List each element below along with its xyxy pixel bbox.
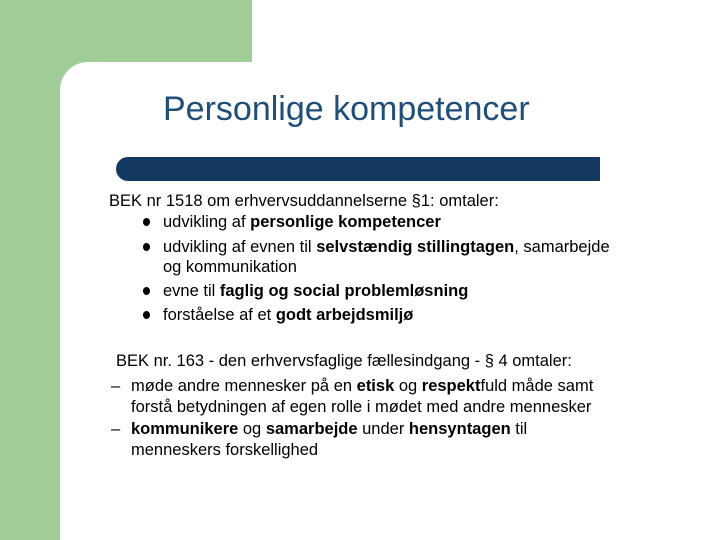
bullet-dot-icon [143, 287, 150, 295]
bullet-item-4: forståelse af et godt arbejdsmiljø [163, 306, 414, 324]
bullet-dot-icon [143, 218, 150, 226]
bullet-item-3: evne til faglig og social problemløsning [163, 282, 469, 300]
dash-item-1: møde andre mennesker på en etisk og respektfuld måde samt [131, 377, 594, 395]
bullet-item-1: udvikling af personlige kompetencer [163, 213, 441, 231]
section2-intro: BEK nr. 163 - den erhvervsfaglige fællesindgang - § 4 omtaler: [116, 352, 572, 370]
section1-intro: BEK nr 1518 om erhvervsuddannelserne §1: omtaler: [109, 192, 499, 210]
dash-marker-icon: – [111, 420, 121, 438]
dash-marker-icon: – [111, 377, 121, 395]
bullet-item-2-continuation: og kommunikation [163, 258, 297, 276]
dash-item-1-continuation: forstå betydningen af egen rolle i mødet med andre mennesker [131, 398, 592, 416]
slide-title: Personlige kompetencer [163, 90, 530, 128]
bullet-dot-icon [143, 243, 150, 251]
dash-item-2: kommunikere og samarbejde under hensyntagen til [131, 420, 528, 438]
bullet-dot-icon [143, 311, 150, 319]
bullet-item-2: udvikling af evnen til selvstændig stillingtagen, samarbejde [163, 238, 610, 256]
dash-item-2-continuation: menneskers forskellighed [131, 441, 319, 459]
